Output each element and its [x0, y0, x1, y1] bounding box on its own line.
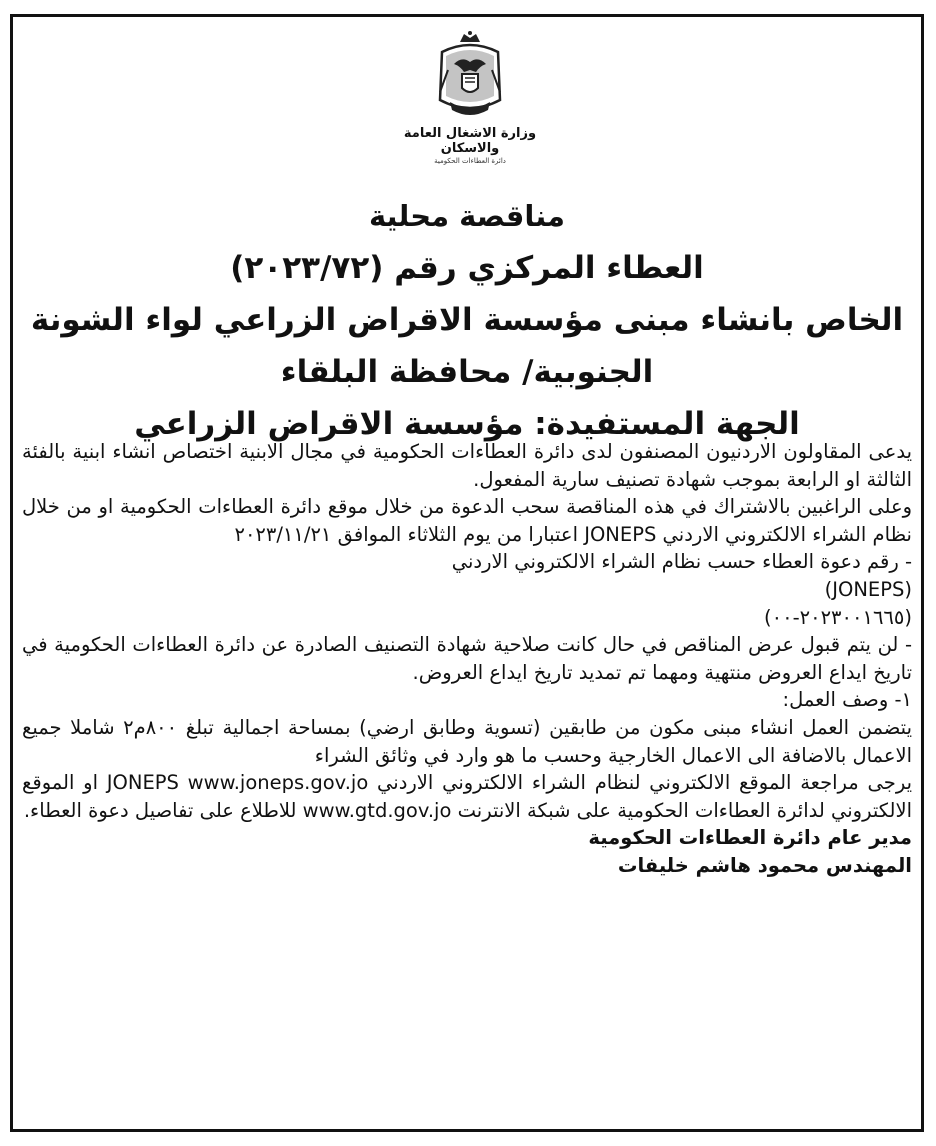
- heading-local-tender: مناقصة محلية: [368, 199, 566, 233]
- paragraph-work-description-title: ١- وصف العمل:: [782, 688, 912, 712]
- paragraph-participation: وعلى الراغبين بالاشتراك في هذه المناقصة سحب الدعوة من خلال موقع دائرة العطاءات الحكومية او من خلال نظام الشراء الالكتروني الاردني JONEPS اعتبارا من يوم الثلاثاء الموافق ٢٠٢٣/١١/٢١: [22, 495, 912, 546]
- paragraph-invitation: يدعى المقاولون الاردنيون المصنفون لدى دائرة العطاءات الحكومية في مجال الابنية اختصاص انشاء ابنية بالفئة الثالثة او الرابعة بموجب شهادة تصنيف سارية المفعول.: [22, 440, 912, 491]
- heading-project-line2: الجنوبية/ محافظة البلقاء: [280, 354, 654, 390]
- paragraph-joneps: (JONEPS): [824, 577, 912, 601]
- signature-name: المهندس محمود هاشم خليفات: [617, 853, 912, 877]
- headings: [20, 190, 914, 450]
- jordan-coat-of-arms-icon: [430, 30, 510, 122]
- paragraph-websites: يرجى مراجعة الموقع الالكتروني لنظام الشراء الالكتروني الاردني JONEPS www.joneps.gov.jo او الموقع الالكتروني لدائرة العطاءات الحكومية على شبكة الانترنت www.gtd.gov.jo للاطلاع على تفاصيل دعوة العطاء.: [22, 771, 913, 822]
- heading-beneficiary: الجهة المستفيدة: مؤسسة الاقراض الزراعي: [134, 406, 800, 442]
- ministry-name: وزارة الاشغال العامة والاسكان: [403, 126, 537, 156]
- paragraph-validity-condition: - لن يتم قبول عرض المناقص في حال كانت صلاحية شهادة التصنيف الصادرة عن دائرة العطاءات الحكومية في تاريخ ايداع العروض منتهية ومهما تم تمديد تاريخ ايداع العروض.: [22, 633, 912, 684]
- notice-body: [22, 438, 912, 880]
- paragraph-invite-number-label: - رقم دعوة العطاء حسب نظام الشراء الالكتروني الاردني: [451, 550, 912, 574]
- signature-title: مدير عام دائرة العطاءات الحكومية: [588, 826, 912, 850]
- paragraph-work-description: يتضمن العمل انشاء مبنى مكون من طابقين (تسوية وطابق ارضي) بمساحة اجمالية تبلغ ٨٠٠م٢ شاملا جميع الاعمال بالاضافة الى الاعمال الخارجية وحسب ما هو وارد في وثائق الشراء: [22, 715, 912, 767]
- heading-tender-number: العطاء المركزي رقم (٢٠٢٣/٧٢): [230, 250, 704, 286]
- header: [380, 30, 560, 165]
- ministry-subtitle: دائرة العطاءات الحكومية: [434, 157, 506, 165]
- paragraph-invite-number: (٢٠٢٣٠٠١٦٦٥-٠٠): [764, 605, 912, 629]
- heading-project-line1: الخاص بانشاء مبنى مؤسسة الاقراض الزراعي لواء الشونة: [30, 302, 904, 338]
